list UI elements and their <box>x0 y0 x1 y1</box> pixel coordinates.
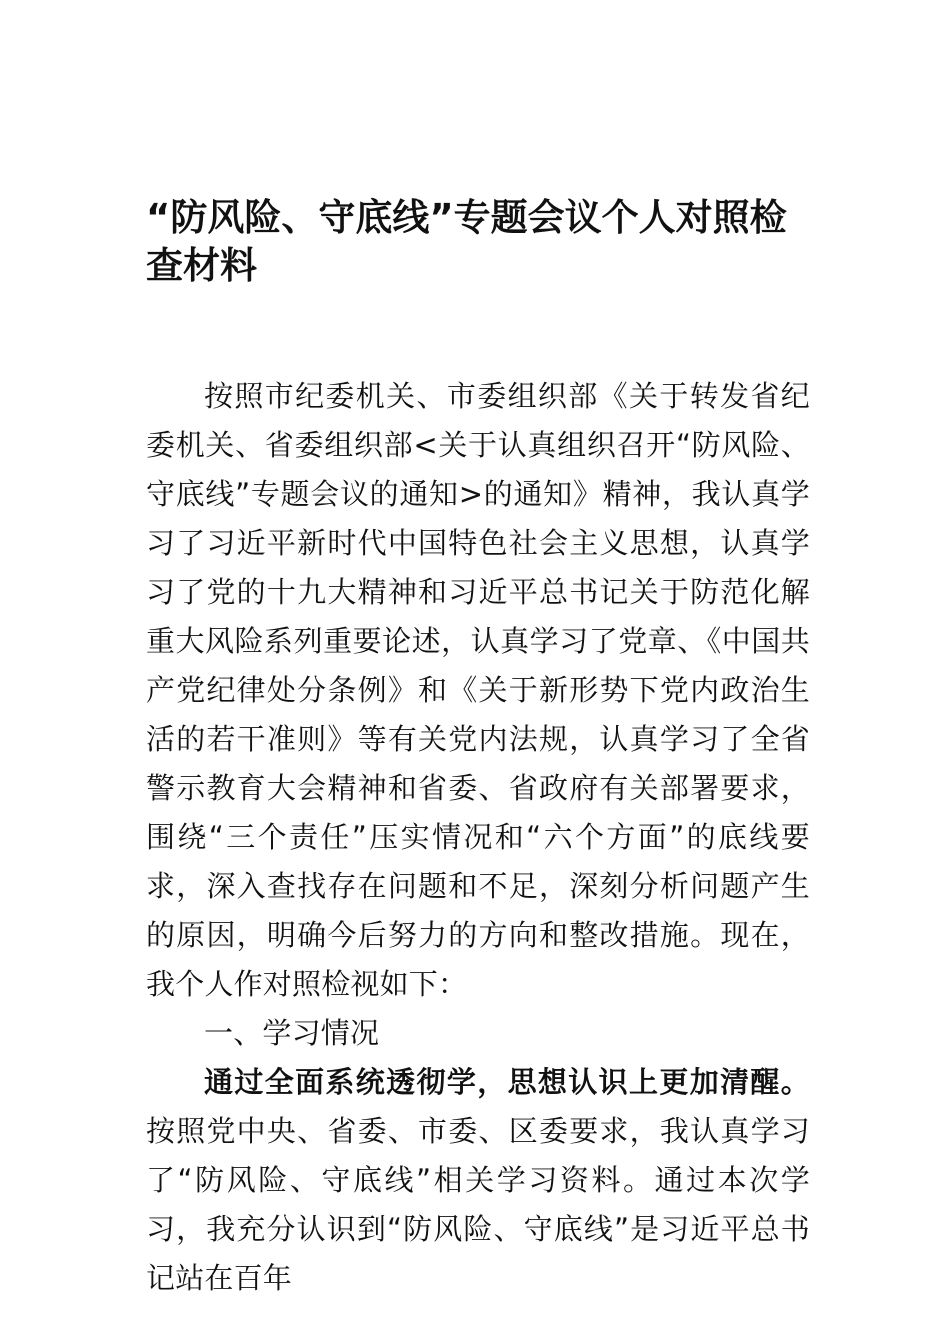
study-lead-sentence: 通过全面系统透彻学，思想认识上更加清醒。 <box>204 1065 810 1099</box>
intro-paragraph: 按照市纪委机关、市委组织部《关于转发省纪委机关、省委组织部<关于认真组织召开“防风险、守底线”专题会议的通知>的通知》精神，我认真学习了习近平新时代中国特色社会主义思想，认真学习了党的十九大精神和习近平总书记关于防范化解重大风险系列重要论述，认真学习了党章、《中国共产党纪律处分条例》和《关于新形势下党内政治生活的若干准则》等有关党内法规，认真学习了全省警示教育大会精神和省委、省政府有关部署要求，围绕“三个责任”压实情况和“六个方面”的底线要求，深入查找存在问题和不足，深刻分析问题产生的原因，明确今后努力的方向和整改措施。现在，我个人作对照检视如下： <box>146 379 810 1001</box>
document-body <box>146 372 810 1303</box>
study-paragraph-text: 按照党中央、省委、市委、区委要求，我认真学习了“防风险、守底线”相关学习资料。通过本次学习，我充分认识到“防风险、守底线”是习近平总书记站在百年 <box>146 1114 810 1295</box>
study-paragraph <box>146 1058 810 1303</box>
document-title: “防风险、守底线”专题会议个人对照检查材料 <box>146 196 787 287</box>
section-heading-study: 一、学习情况 <box>204 1016 380 1050</box>
